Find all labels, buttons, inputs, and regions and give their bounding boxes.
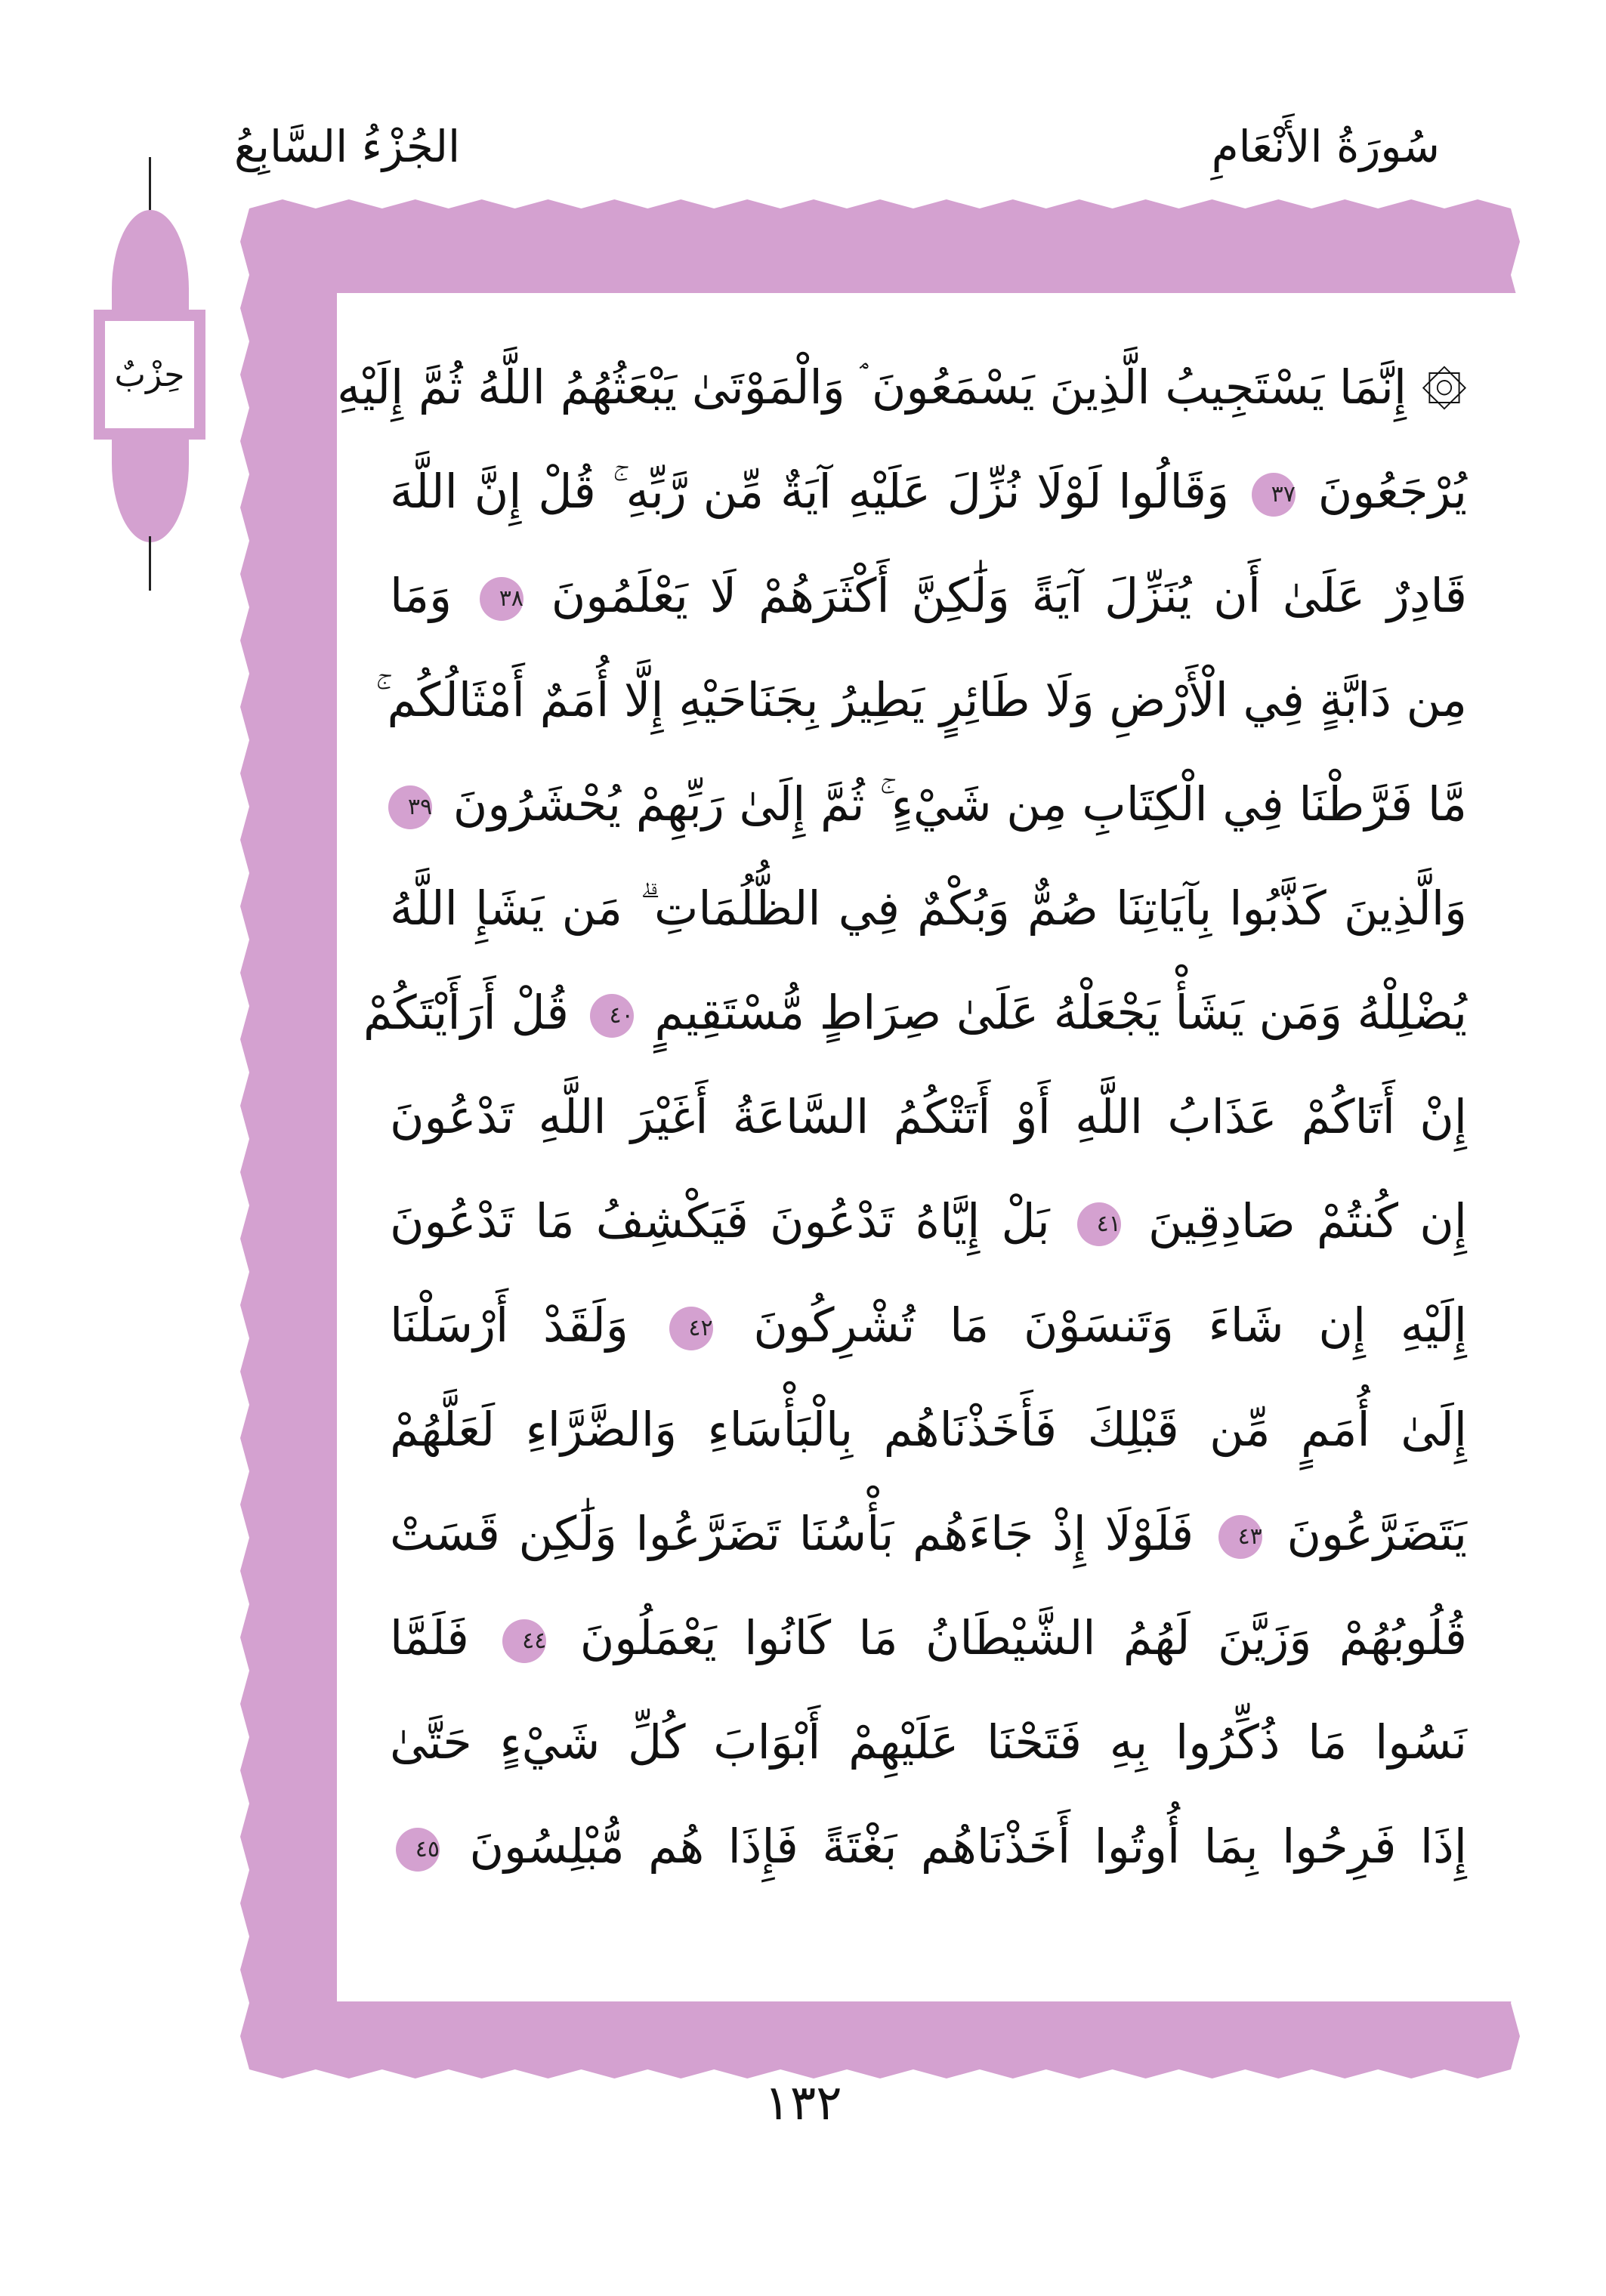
verse-text: يُرْجَعُونَ [1317,464,1467,519]
hizb-label: حِزْبٌ [103,319,196,430]
text-line [390,1273,1467,1378]
text-line [390,1378,1467,1482]
verse-text: قُلُوبُهُمْ وَزَيَّنَ لَهُمُ الشَّيْطَانُ مَا كَانُوا يَعْمَلُونَ [579,1610,1467,1665]
text-line [390,544,1467,648]
verse-text: فَلَمَّا [390,1610,469,1665]
ayah-number-marker: ٣٩ [388,785,432,829]
verse-text: إِنْ أَتَاكُمْ عَذَابُ اللَّهِ أَوْ أَتَتْكُمُ السَّاعَةُ أَغَيْرَ اللَّهِ تَدْعُونَ [390,1089,1467,1144]
verse-text: وَلَقَدْ أَرْسَلْنَا [390,1298,629,1353]
text-line [363,961,1467,1065]
verse-text: إِلَىٰ أُمَمٍ مِّن قَبْلِكَ فَأَخَذْنَاهُم بِالْبَأْسَاءِ وَالضَّرَّاءِ لَعَلَّهُمْ [390,1402,1467,1457]
surah-name: سُورَةُ الأَنْعَامِ [1211,121,1440,172]
ayah-number-marker: ٤١ [1077,1202,1121,1246]
text-line [390,1169,1467,1273]
text-line [390,752,1467,856]
ayah-number-marker: ٤٢ [669,1307,713,1350]
ayah-number-marker: ٣٧ [1252,473,1296,517]
verse-text: إِن كُنتُمْ صَادِقِينَ [1148,1193,1467,1248]
verse-text: قَادِرٌ عَلَىٰ أَن يُنَزِّلَ آيَةً وَلَٰكِنَّ أَكْثَرَهُمْ لَا يَعْلَمُونَ [551,568,1467,623]
verse-text: وَقَالُوا لَوْلَا نُزِّلَ عَلَيْهِ آيَةٌ مِّن رَّبِّهِ ۚ قُلْ إِنَّ اللَّهَ [390,464,1229,519]
verse-text: ۞ إِنَّمَا يَسْتَجِيبُ الَّذِينَ يَسْمَعُونَ ۘ وَالْمَوْتَىٰ يَبْعَثُهُمُ اللَّهُ ثُمَّ إِلَيْهِ [337,360,1467,415]
verse-text: نَسُوا مَا ذُكِّرُوا بِهِ فَتَحْنَا عَلَيْهِمْ أَبْوَابَ كُلِّ شَيْءٍ حَتَّىٰ [390,1714,1467,1770]
ayah-number-marker: ٣٨ [480,577,523,621]
text-line [390,440,1467,544]
verse-text: وَمَا [390,568,452,623]
verse-text: فَلَوْلَا إِذْ جَاءَهُم بَأْسُنَا تَضَرَّعُوا وَلَٰكِن قَسَتْ [390,1506,1194,1561]
verse-text: إِذَا فَرِحُوا بِمَا أُوتُوا أَخَذْنَاهُم بَغْتَةً فَإِذَا هُم مُّبْلِسُونَ [469,1819,1467,1874]
verse-text: وَالَّذِينَ كَذَّبُوا بِآيَاتِنَا صُمٌّ وَبُكْمٌ فِي الظُّلُمَاتِ ۗ مَن يَشَإِ اللَّهُ [390,881,1467,936]
text-line [390,1482,1467,1586]
page-number: ١٣٢ [764,2075,842,2131]
text-line [390,1690,1467,1795]
verse-text: بَلْ إِيَّاهُ تَدْعُونَ فَيَكْشِفُ مَا تَدْعُونَ [390,1193,1050,1248]
ayah-number-marker: ٤٠ [590,994,634,1038]
ayah-number-marker: ٤٣ [1218,1515,1262,1559]
text-line [390,1795,1467,1899]
verse-text: إِلَيْهِ إِن شَاءَ وَتَنسَوْنَ مَا تُشْرِكُونَ [753,1298,1467,1353]
text-line [337,335,1467,440]
verse-text: يَتَضَرَّعُونَ [1286,1506,1467,1561]
text-line [390,1586,1467,1690]
text-panel [337,293,1520,2001]
verse-text: مَّا فَرَّطْنَا فِي الْكِتَابِ مِن شَيْءٍ ۚ ثُمَّ إِلَىٰ رَبِّهِمْ يُحْشَرُونَ [452,776,1467,832]
verse-text: مِن دَابَّةٍ فِي الْأَرْضِ وَلَا طَائِرٍ يَطِيرُ بِجَنَاحَيْهِ إِلَّا أُمَمٌ أَمْثَالُكُم ۚ [375,672,1467,727]
text-line [375,648,1467,752]
ayah-number-marker: ٤٥ [396,1828,440,1872]
text-line [390,856,1467,961]
text-line [390,1065,1467,1169]
ayah-number-marker: ٤٤ [502,1619,546,1663]
verse-text: قُلْ أَرَأَيْتَكُمْ [363,985,570,1040]
juz-name: الجُزْءُ السَّابِعُ [234,121,461,172]
verse-text: يُضْلِلْهُ وَمَن يَشَأْ يَجْعَلْهُ عَلَىٰ صِرَاطٍ مُّسْتَقِيمٍ [654,985,1467,1040]
